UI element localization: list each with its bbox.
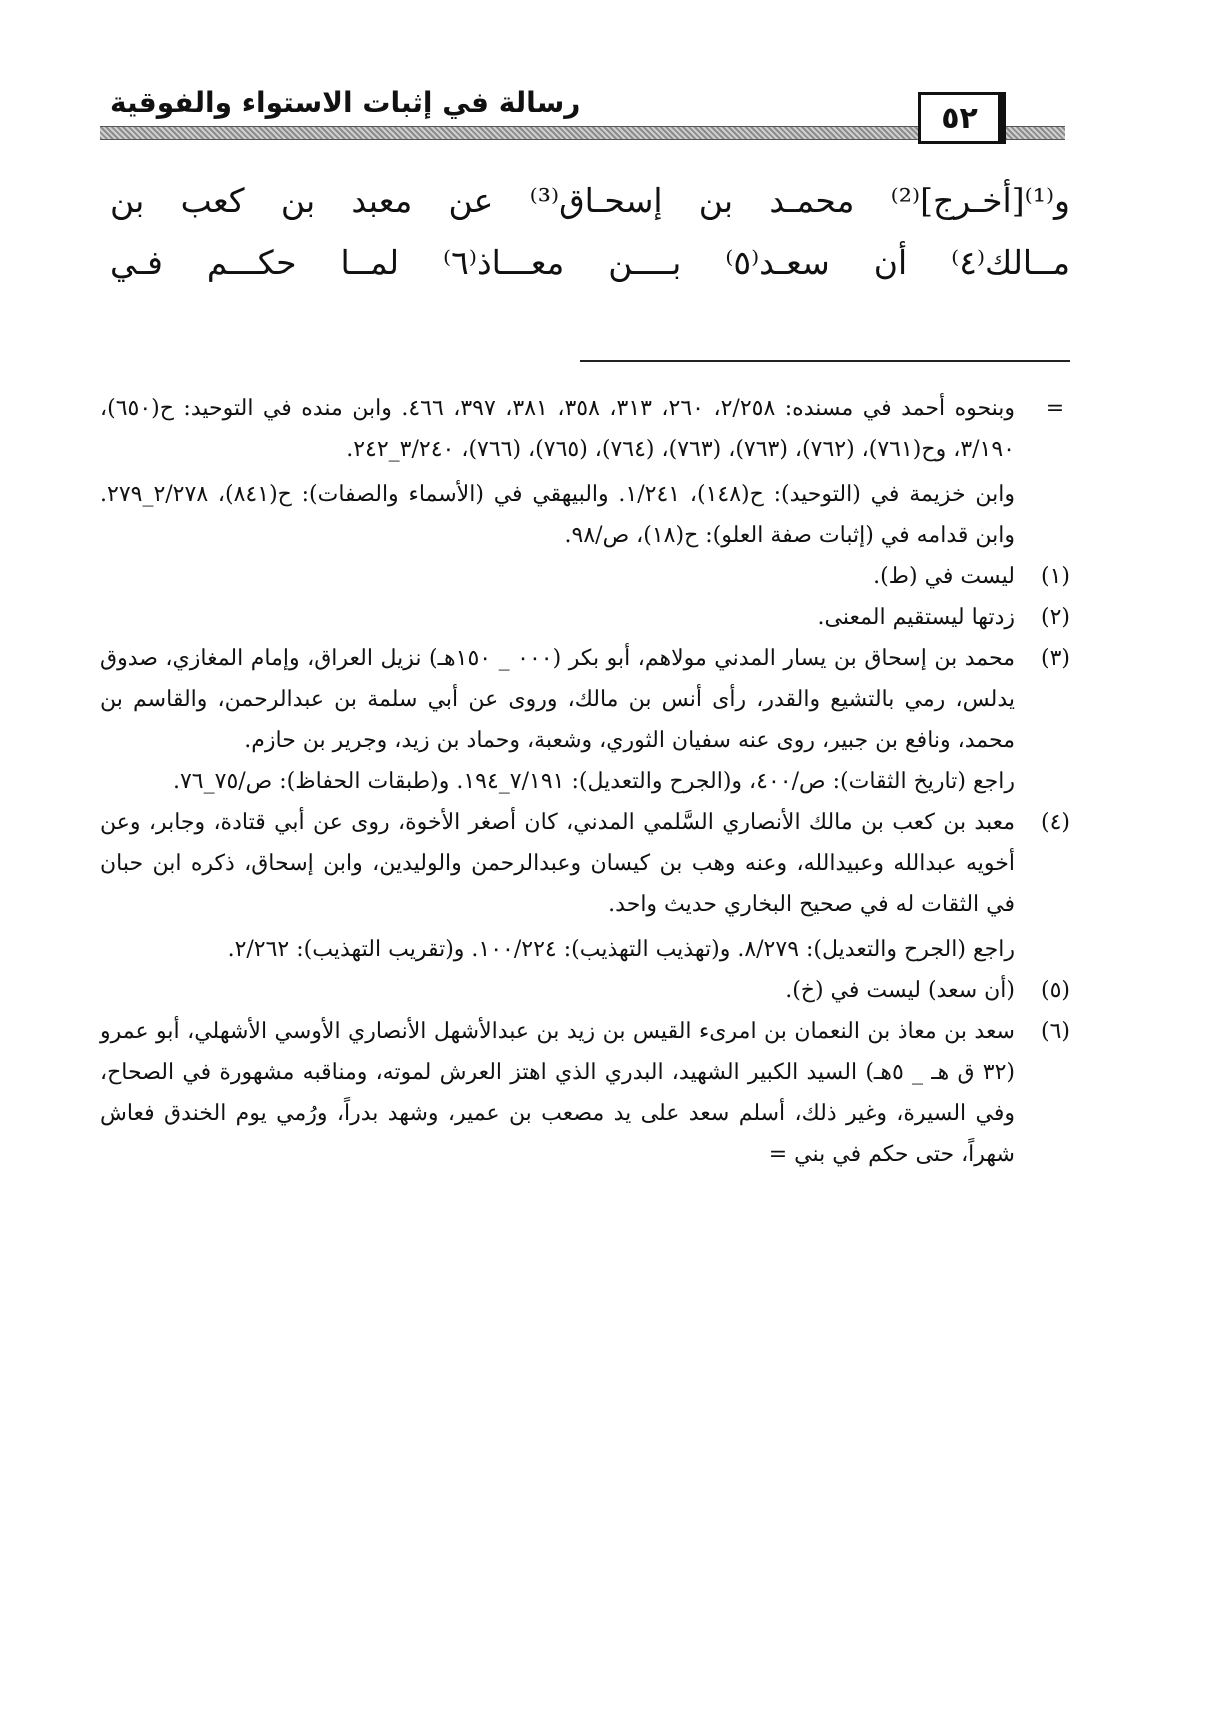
footnotes: [100, 388, 1070, 1175]
footnote-number: (٢): [1040, 605, 1070, 630]
footnote-paragraph: محمد بن إسحاق بن يسار المدني مولاهم، أبو بكر (٠٠٠ _ ١٥٠هـ) نزيل العراق، وإمام المغازي، صدوق يدلس، رمي بالتشيع والقدر، رأى أنس بن مالك، وروى عن أبي سلمة بن عبدالرحمن، والقاسم بن محمد، ونافع بن جبير، روى عنه سفيان الثوري، وشعبة، وحماد بن زيد، وجرير بن حازم.: [100, 646, 1015, 753]
footnote-5: [100, 970, 1070, 1011]
page-number: ٥٢: [941, 100, 978, 136]
footnote-paragraph: زدتها ليستقيم المعنى.: [817, 605, 1015, 630]
footnote-paragraph: راجع (تاريخ الثقات): ص/٤٠٠، و(الجرح والتعديل): ٧/١٩١_١٩٤. و(طبقات الحفاظ): ص/٧٥_٧٦.: [172, 769, 1015, 794]
footnote-paragraph: سعد بن معاذ بن النعمان بن امرىء القيس بن زيد بن عبدالأشهل الأنصاري الأوسي الأشهلي، أبو عمرو (٣٢ ق هـ _ ٥هـ) السيد الكبير الشهيد، البدري الذي اهتز العرش لموته، ومناقبه مشهورة في الصحاح، وفي السيرة، وغير ذلك، أسلم سعد على يد مصعب بن عمير، وشهد بدراً، ورُمي يوم الخندق فعاش شهراً، حتى حكم في بني =: [100, 1019, 1016, 1167]
footnote-paragraph: راجع (الجرح والتعديل): ٨/٢٧٩. و(تهذيب التهذيب): ١٠٠/٢٢٤. و(تقريب التهذيب): ٢/٢٦٢.: [227, 937, 1015, 962]
footnote-4: [100, 802, 1070, 970]
footnote-continuation: [100, 388, 1070, 556]
running-title: رسالة في إثبات الاستواء والفوقية: [110, 86, 581, 119]
footnote-2: [100, 597, 1070, 638]
page-header: [100, 80, 1065, 140]
main-text-line: و⁽¹⁾[أخـرج]⁽²⁾ محمـد بن إسحـاق⁽³⁾ عن معبد بن كعب بن: [110, 181, 1070, 220]
footnote-paragraph: وبنحوه أحمد في مسنده: ٢/٢٥٨، ٢٦٠، ٣١٣، ٣٥٨، ٣٨١، ٣٩٧، ٤٦٦. وابن منده في التوحيد: ح(٦٥٠)، ٣/١٩٠، وح(٧٦١)، (٧٦٢)، (٧٦٣)، (٧٦٣)، (٧٦٤)، (٧٦٥)، (٧٦٦)، ٣/٢٤٠_٢٤٢.: [100, 396, 1016, 462]
footnote-number: (٤): [1040, 810, 1070, 835]
footnote-number: (٦): [1040, 1019, 1070, 1044]
footnote-6: [100, 1011, 1070, 1175]
footnote-3: [100, 638, 1070, 802]
continuation-mark: =: [1045, 396, 1065, 421]
footnote-separator: [580, 360, 1070, 362]
page-number-box: [918, 92, 1006, 144]
footnote-paragraph: وابن خزيمة في (التوحيد): ح(١٤٨)، ١/٢٤١. والبيهقي في (الأسماء والصفات): ح(٨٤١)، ٢/٢٧٨_٢٧٩. وابن قدامه في (إثبات صفة العلو): ح(١٨)، ص/٩٨.: [100, 482, 1015, 548]
main-text: [110, 170, 1070, 294]
footnote-paragraph: معبد بن كعب بن مالك الأنصاري السَّلمي المدني، كان أصغر الأخوة، روى عن أبي قتادة، وجابر، وعن أخويه عبدالله وعبيدالله، وعنه وهب بن كيسان وعبدالرحمن والوليدين، وابن إسحاق، ذكره ابن حبان في الثقات له في صحيح البخاري حديث واحد.: [100, 810, 1015, 917]
footnote-paragraph: (أن سعد) ليست في (خ).: [785, 978, 1015, 1003]
footnote-number: (١): [1040, 564, 1070, 589]
footnote-number: (٥): [1040, 978, 1070, 1003]
footnote-paragraph: ليست في (ط).: [873, 564, 1015, 589]
main-text-line: مــالك⁽٤⁾ أن سعـد⁽٥⁾ بــــن معـــاذ⁽٦⁾ لمــا حكـــم فـي: [110, 243, 1070, 282]
footnote-number: (٣): [1040, 646, 1070, 671]
footnote-1: [100, 556, 1070, 597]
